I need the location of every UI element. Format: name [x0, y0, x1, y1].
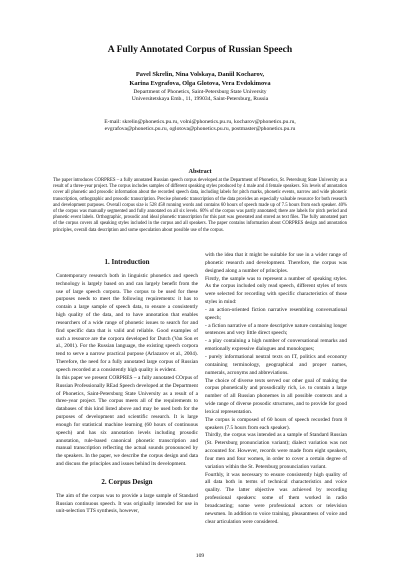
section-title-corpus-design: 2. Corpus Design [101, 477, 153, 486]
abstract-text: The paper introduces CORPRES – a fully annotated Russian speech corpus developed at the Department of Phonetics, St. Petersburg State University as a result of a three-year project. The corpus includes samples of different speaking styles produced by 4 male and 4 female speakers. Six levels of annotation cover all phonetic and prosodic information about the recorded speech data, including labels for pitch marks, phonetic events, narrow and wide phonetic transcription, orthographic and prosodic transcription. Precise phonetic transcription of the data provides an especially valuable resource for both research and development purposes. Overall corpus size is 528 458 running words and contains 60 hours of speech made up of 7.5 hours from each speaker. 40% of the corpus was manually segmented and fully annotated on all six levels. 60% of the corpus was partly annotated; there are labels for pitch period and phonetic event labels. Orthographic, prosodic and ideal phonetic transcription for this part was generated and stored as text files. The fully annotated part of the corpus covers all speaking styles included in the corpus and all speakers. The paper contains information about CORPRES design and annotation principles, overall data description and some speculation about possible use of the corpus. [53, 178, 347, 233]
affiliation-line-1: Department of Phonetics, Saint-Petersburg State University [133, 89, 267, 95]
affiliation [0, 89, 400, 104]
list-item: - purely informational neutral texts on IT, politics and economy containing terminology, geographical and proper names, numerals, acronyms and abbreviations. [205, 353, 347, 376]
list-item: - a play containing a high number of conversational remarks and emotionally expressive dialogues and monologues; [205, 338, 347, 353]
paragraph: Firstly, the sample was to represent a number of speaking styles. As the corpus included only read speech, different styles of texts were selected for recording with specific characteristics of those styles in mind: [205, 275, 347, 306]
section-title-introduction: 1. Introduction [104, 258, 150, 266]
email-line-2: evgrafova@phonetics.pu.ru, oglotova@phonetics.pu.ru, postmaster@phonetics.pu.ru [104, 126, 296, 133]
page-number: 109 [195, 553, 205, 559]
author-line-1: Pavel Skrelin, Nina Volskaya, Daniil Kocharov, [135, 71, 265, 78]
affiliation-line-2: Universitetskaya Emb., 11, 199034, Saint-Petersburg, Russia [131, 96, 269, 103]
paragraph: Thirdly, the corpus was intended as a sample of Standard Russian (St. Petersburg pronunciation variant); dialect variation was not accounted for. However, records were made from eight speakers, four men and four women, in order to cover a certain degree of variation within the St. Petersburg pronunciation variant. [205, 432, 347, 470]
paragraph: Contemporary research both in linguistic phonetics and speech technology is largely based on and can largely benefit from the use of large speech corpora. The corpus to be used for these purposes needs to meet the following requirements: it has to contain a large sample of speech data, to ensure a consistently high quality of the data, and to have annotation that enables researchers of a wide range of phonetic issues to search for and find specific data that is valid and reliable. Good examples of such a resource are the corpora developed for Dutch (Van Son et al., 2001). For the Russian language, the existing speech corpora tend to serve a narrow practical purpose (Arlazarov et al., 2004). Therefore, the need for a fully annotated large corpus of Russian speech recorded at a consistently high quality is evident. [56, 272, 198, 373]
list-item: - an action-oriented fiction narrative resembling conversational speech; [205, 306, 347, 321]
paragraph: with the idea that it might be suitable for use in a wider range of phonetic research and development. Therefore, the corpus was designed along a number of principles. [205, 252, 347, 274]
paper-title: A Fully Annotated Corpus of Russian Speech [107, 44, 293, 55]
paragraph: The aim of the corpus was to provide a large sample of Standard Russian continuous speech. It was originally intended for use in unit-selection TTS synthesis, however, [56, 492, 198, 515]
list-item: - a fiction narrative of a more descriptive nature containing longer sentences and very little direct speech; [205, 322, 347, 337]
paragraph: The choice of diverse texts served our other goal of making the corpus phonetically and prosodically rich, i.e. to contain a large number of all Russian phonemes in all possible contexts and a wide range of diverse prosodic structures, and to provide for good lexical representation. [205, 377, 347, 415]
abstract-heading: Abstract [188, 168, 212, 175]
paragraph: The corpus is composed of 60 hours of speech recorded from 8 speakers (7.5 hours from each speaker). [205, 416, 347, 431]
paragraph: In this paper we present CORPRES – a fully annotated COrpus of Russian Professionally REad Speech developed at the Department of Phonetics, Saint-Petersburg State University as a result of a three-year project. The corpus meets all of the requirements to databases of this kind listed above and may be used both for the purposes of development and scientific research. It is large enough for statistical machine learning (60 hours of continuous speech) and has six annotation levels including prosodic annotation, rule-based canonical phonetic transcription and manual transcription reflecting the actual sounds pronounced by the speakers. In the paper, we describe the corpus design and data and discuss the principles and issues behind its development. [56, 374, 198, 468]
right-column [205, 252, 347, 527]
email-list [0, 119, 400, 134]
author-line-2: Karina Evgrafova, Olga Glotova, Vera Evdokimova [129, 80, 271, 87]
author-list [0, 70, 400, 88]
left-column [56, 255, 198, 516]
paragraph: Fourthly, it was necessary to ensure consistently high quality of all data both in terms of technical characteristics and voice quality. The latter objective was achieved by recording professional speakers: some of them worked in radio broadcasting; some were professional actors or television newsmen. In addition to voice training, pleasantness of voice and clear articulation were considered. [205, 471, 347, 525]
email-line-1: E-mail: skrelin@phonetics.pu.ru, volni@phonetics.pu.ru, kocharov@phonetics.pu.ru, [104, 119, 296, 125]
